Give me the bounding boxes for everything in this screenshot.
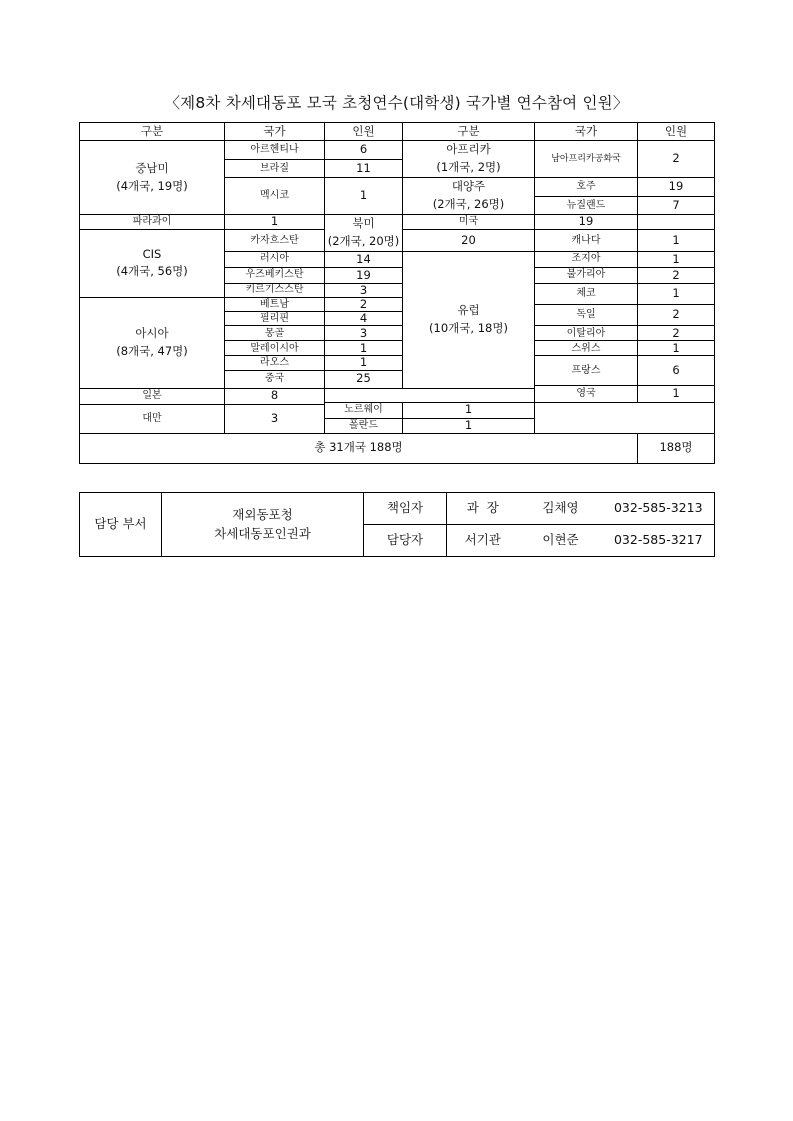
header-country: 국가 [535,123,638,141]
count-cell: 1 [325,341,403,356]
count-cell: 3 [225,404,325,433]
total-row [80,433,715,463]
country-cell: 파라과이 [80,215,225,230]
header-count: 인원 [325,123,403,141]
country-cell: 체코 [535,283,638,304]
country-cell: 라오스 [225,356,325,370]
country-cell: 멕시코 [225,178,325,215]
country-cell: 미국 [403,215,535,230]
country-cell: 불가리아 [535,267,638,283]
group-summary: (4개국, 56명) [116,264,188,279]
count-cell: 2 [638,304,715,325]
count-cell: 1 [403,402,535,418]
group-summary: (8개국, 47명) [116,343,188,358]
table-row [80,215,715,230]
count-cell: 4 [325,312,403,326]
country-cell: 키르기스스탄 [225,283,325,297]
group-cell [80,141,225,215]
count-cell: 19 [535,215,638,230]
group-summary: (2개국, 26명) [432,197,505,211]
group-name: 아프리카 [446,142,491,157]
country-cell: 노르웨이 [325,402,403,418]
role-cell: 담당자 [364,525,447,557]
country-cell: 뉴질랜드 [535,197,638,215]
table-row [80,141,715,160]
count-cell: 6 [325,141,403,160]
dept-label: 담당 부서 [80,493,162,557]
group-summary: (2개국, 20명) [327,233,400,248]
country-cell: 베트남 [225,297,325,311]
person-name: 이현준 [519,525,603,557]
country-cell: 카자흐스탄 [225,230,325,252]
count-cell: 19 [638,178,715,197]
phone-number: 032-585-3213 [603,493,715,525]
count-cell: 2 [638,326,715,341]
count-cell: 3 [325,326,403,341]
count-cell: 2 [638,267,715,283]
count-cell: 1 [325,356,403,370]
country-cell: 독일 [535,304,638,325]
group-cell [80,230,225,298]
country-cell: 러시아 [225,251,325,267]
phone-number: 032-585-3217 [603,525,715,557]
country-cell: 이탈리아 [535,326,638,341]
dept-name [162,493,364,557]
country-cell: 영국 [535,385,638,402]
group-name: 중남미 [135,160,169,175]
count-cell: 20 [403,230,535,252]
country-cell: 브라질 [225,160,325,178]
country-cell: 남아프리카공화국 [535,141,638,178]
group-cell [403,178,535,215]
person-name: 김채영 [519,493,603,525]
position-cell: 서기관 [447,525,519,557]
count-cell: 1 [225,215,325,230]
count-cell: 2 [325,297,403,311]
country-cell: 호주 [535,178,638,197]
country-cell: 캐나다 [535,230,638,252]
country-cell: 우즈베키스탄 [225,267,325,283]
count-cell: 11 [325,160,403,178]
group-cell [403,141,535,178]
total-label: 총 31개국 188명 [80,433,638,463]
count-cell: 14 [325,251,403,267]
country-cell: 중국 [225,370,325,388]
group-summary: (10개국, 18명) [429,320,508,335]
country-cell: 스위스 [535,341,638,356]
participants-table [79,122,715,464]
group-summary: (1개국, 2명) [436,160,501,174]
count-cell: 1 [403,418,535,433]
country-cell: 프랑스 [535,356,638,385]
header-category: 구분 [403,123,535,141]
group-summary: (4개국, 19명) [116,178,188,193]
country-cell: 몽골 [225,326,325,341]
country-cell: 아르헨티나 [225,141,325,160]
agency-name: 재외동포청 [232,506,293,522]
group-name: 북미 [352,216,375,230]
role-cell: 책임자 [364,493,447,525]
contact-table [79,492,715,557]
count-cell: 1 [638,283,715,304]
country-cell: 대만 [80,404,225,433]
contact-row [80,493,715,525]
group-name: 대양주 [451,179,486,194]
country-cell: 필리핀 [225,312,325,326]
count-cell: 2 [638,141,715,178]
group-name: CIS [142,246,162,261]
country-cell: 말레이시아 [225,341,325,356]
position-cell: 과 장 [447,493,519,525]
total-value: 188명 [638,433,715,463]
count-cell: 19 [325,267,403,283]
group-cell [403,251,535,388]
group-cell [325,215,403,252]
count-cell: 8 [225,388,325,404]
group-name: 유럽 [457,302,480,317]
header-count: 인원 [638,123,715,141]
page-title: 〈제8차 차세대동포 모국 초청연수(대학생) 국가별 연수참여 인원〉 [164,94,629,112]
group-cell [80,297,225,388]
count-cell: 3 [325,283,403,297]
header-country: 국가 [225,123,325,141]
count-cell: 25 [325,370,403,388]
count-cell: 6 [638,356,715,385]
count-cell: 1 [638,251,715,267]
count-cell: 1 [638,385,715,402]
count-cell: 1 [638,341,715,356]
country-cell: 일본 [80,388,225,404]
country-cell: 조지아 [535,251,638,267]
country-cell: 폴란드 [325,418,403,433]
header-category: 구분 [80,123,225,141]
count-cell: 1 [325,178,403,215]
group-name: 아시아 [135,325,169,340]
count-cell: 7 [638,197,715,215]
header-row [80,123,715,141]
count-cell: 1 [638,230,715,252]
division-name: 차세대동포인권과 [214,525,311,541]
